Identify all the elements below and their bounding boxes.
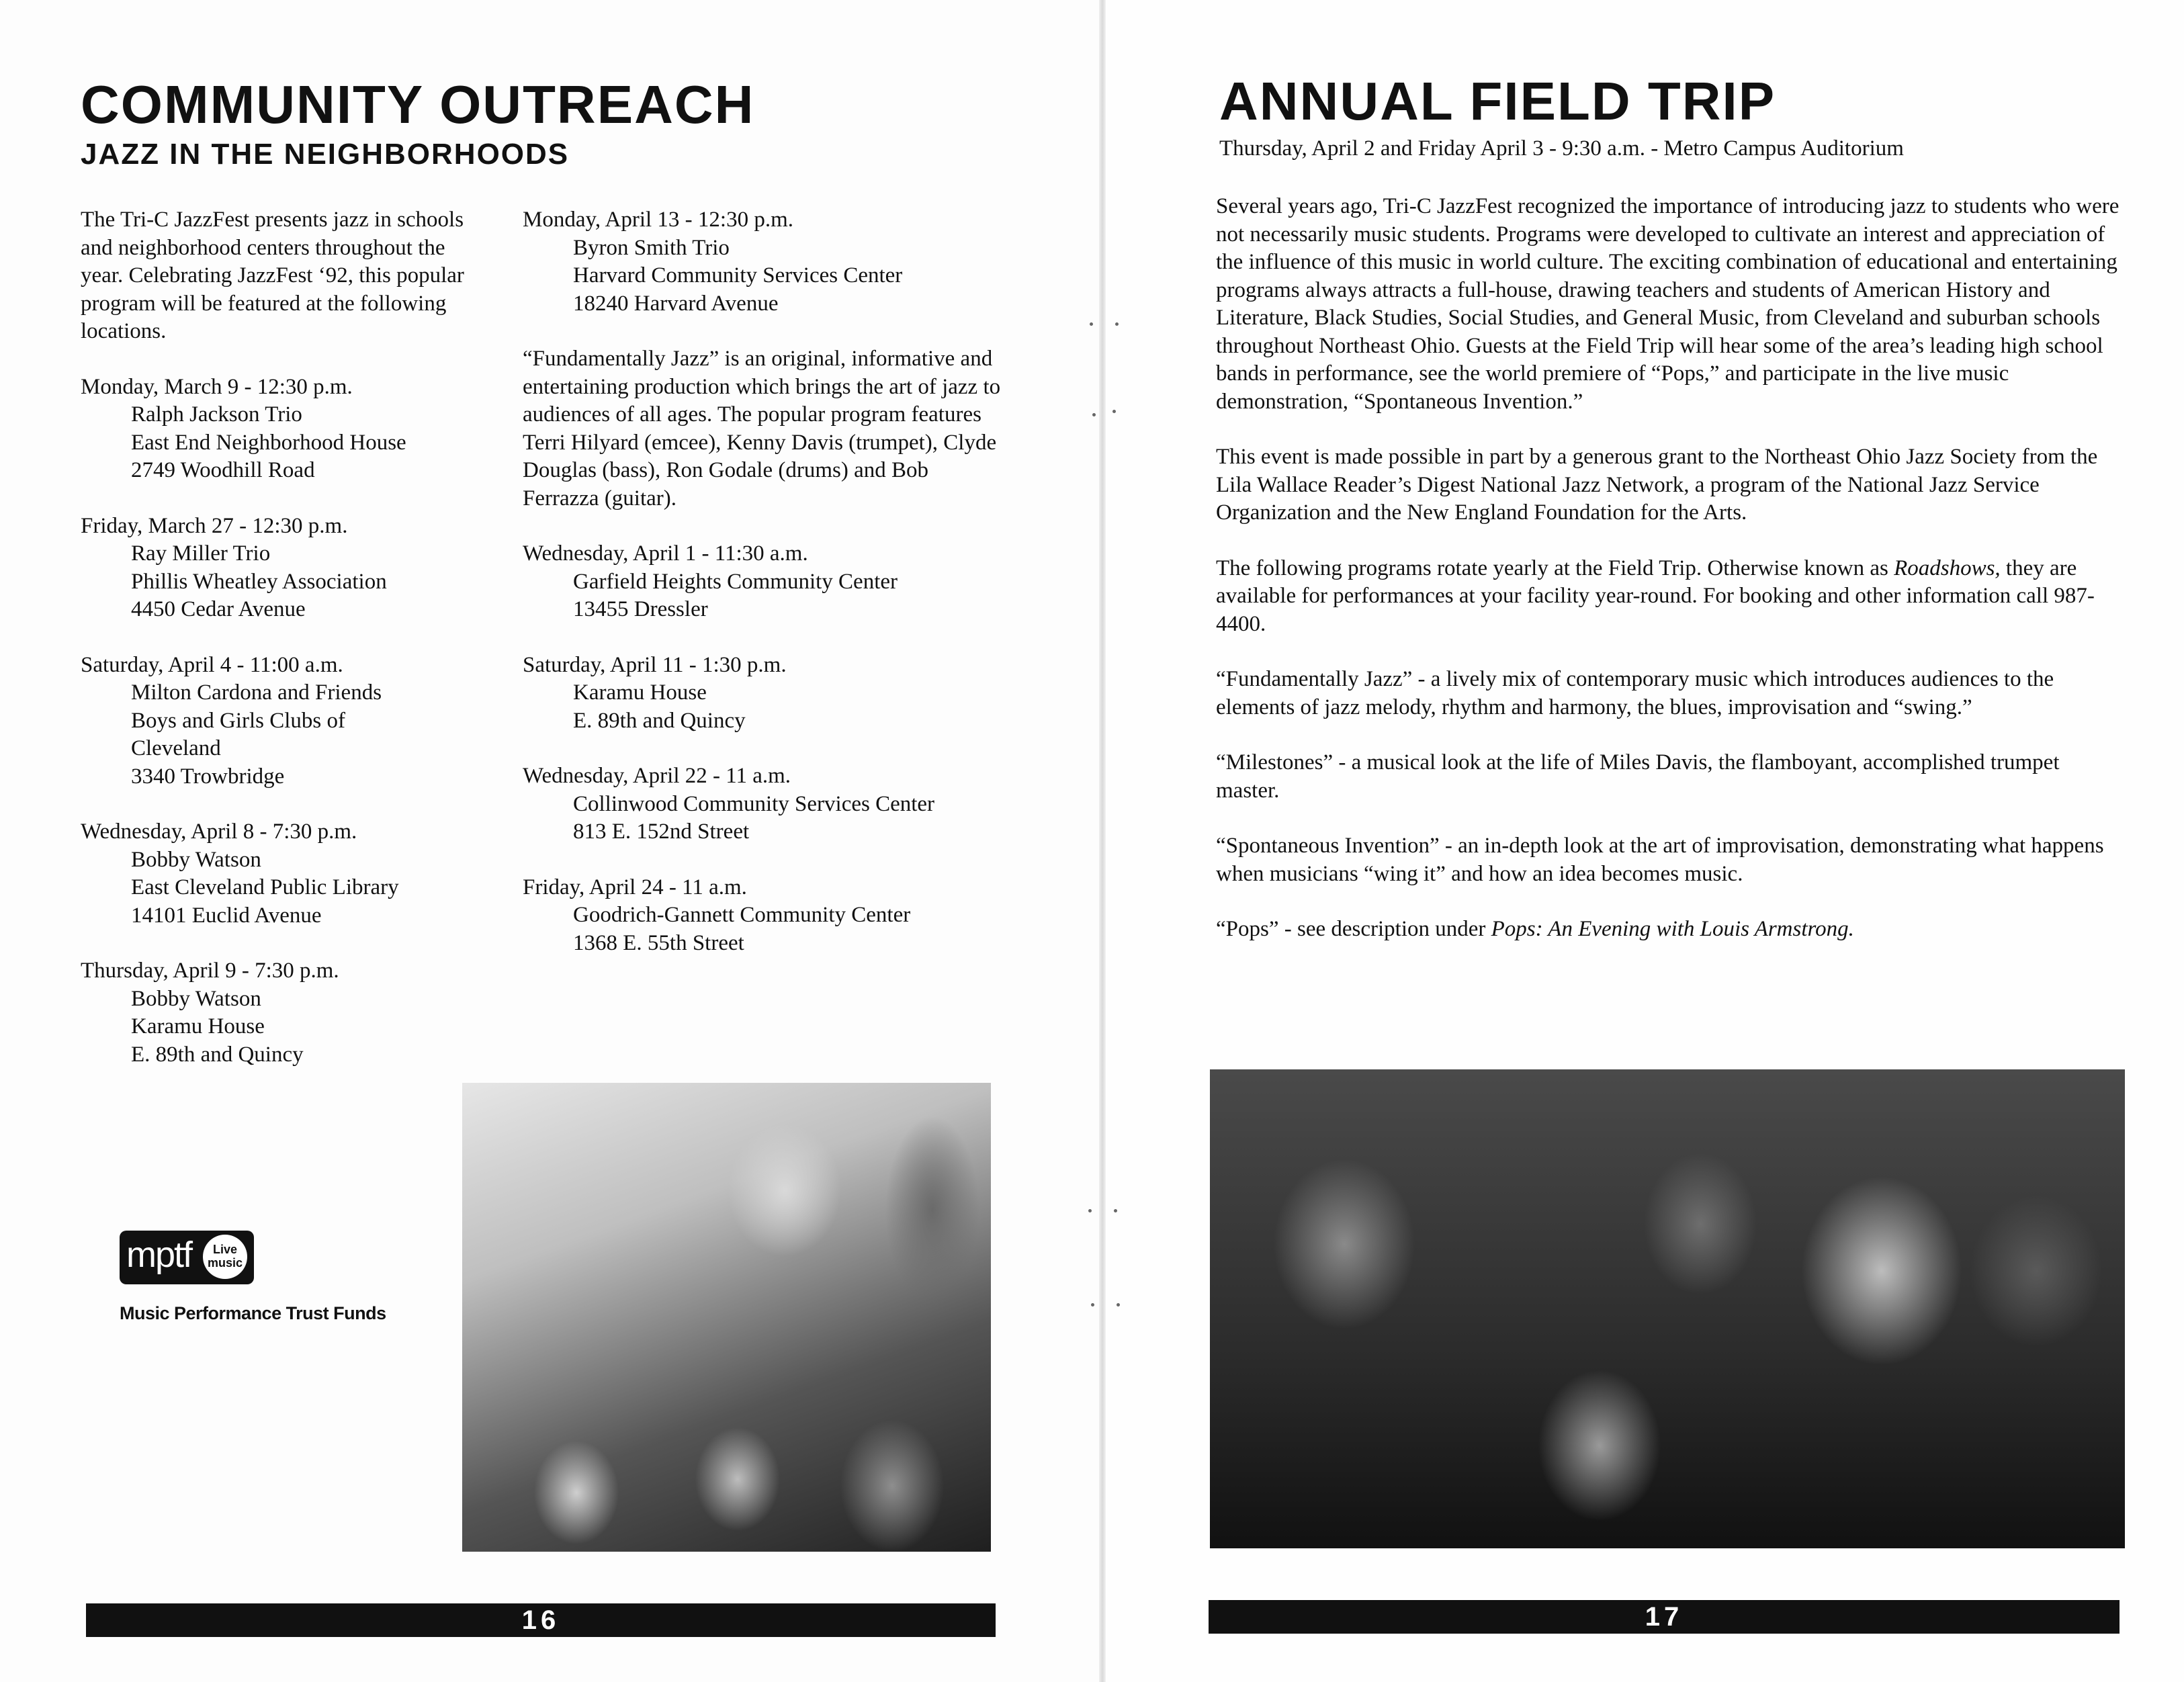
event-listing bbox=[523, 652, 1006, 736]
pops-text: “Pops” - see description under bbox=[1216, 917, 1491, 941]
page-subtitle: JAZZ IN THE NEIGHBORHOODS bbox=[81, 138, 570, 171]
event-date: Thursday, April 9 - 7:30 p.m. bbox=[81, 959, 339, 983]
event-date: Friday, April 24 - 11 a.m. bbox=[523, 875, 747, 899]
event-date: Saturday, April 4 - 11:00 a.m. bbox=[81, 652, 343, 677]
event-detail: Garfield Heights Community Center bbox=[573, 569, 898, 594]
event-date-line: Thursday, April 2 and Friday April 3 - 9:30 a.m. - Metro Campus Auditorium bbox=[1219, 136, 1904, 161]
event-listing bbox=[81, 652, 484, 791]
event-detail: Boys and Girls Clubs of bbox=[131, 708, 346, 733]
event-date: Wednesday, April 22 - 11 a.m. bbox=[523, 764, 791, 788]
page-title: COMMUNITY OUTREACH bbox=[81, 75, 755, 134]
event-listing bbox=[81, 957, 484, 1069]
program-spontaneous-invention: “Spontaneous Invention” - an in-depth look at the art of improvisation, demonstrating what happens when musicians “wing it” and how an idea becomes music. bbox=[1216, 834, 2104, 886]
event-listing bbox=[81, 373, 484, 485]
event-date: Wednesday, April 8 - 7:30 p.m. bbox=[81, 820, 357, 844]
event-detail: Goodrich-Gannett Community Center bbox=[573, 903, 911, 927]
event-listing bbox=[523, 206, 1006, 318]
grant-paragraph: This event is made possible in part by a generous grant to the Northeast Ohio Jazz Society from the Lila Wallace Reader’s Digest National Jazz Network, a program of the National Jazz Service Organization and the New England Foundation for the Arts. bbox=[1216, 445, 2098, 525]
logo-caption: Music Performance Trust Funds bbox=[120, 1303, 386, 1323]
event-detail: 13455 Dressler bbox=[573, 597, 708, 621]
event-list bbox=[523, 540, 1006, 957]
event-detail: E. 89th and Quincy bbox=[573, 708, 746, 733]
event-listing bbox=[523, 762, 1006, 846]
event-detail: 4450 Cedar Avenue bbox=[131, 597, 306, 621]
event-detail: 14101 Euclid Avenue bbox=[131, 903, 322, 928]
roadshows-text-end: they are available for performances at your facility year-round. For booking and other information call 987-4400. bbox=[1216, 556, 2095, 636]
event-detail: Cleveland bbox=[131, 736, 221, 760]
event-listing bbox=[523, 874, 1006, 958]
event-detail: Milton Cardona and Friends bbox=[131, 680, 382, 705]
event-list bbox=[81, 373, 484, 1069]
event-detail: Karamu House bbox=[131, 1014, 265, 1038]
pops-italic: Pops: An Evening with Louis Armstrong. bbox=[1491, 917, 1854, 941]
event-detail: E. 89th and Quincy bbox=[131, 1042, 304, 1067]
event-date: Saturday, April 11 - 1:30 p.m. bbox=[523, 652, 787, 677]
event-detail: Harvard Community Services Center bbox=[573, 263, 903, 287]
page-number: 17 bbox=[1209, 1600, 2120, 1634]
page-number: 16 bbox=[86, 1603, 996, 1637]
event-detail: 2749 Woodhill Road bbox=[131, 458, 315, 482]
event-detail: Karamu House bbox=[573, 680, 707, 705]
field-trip-text bbox=[1216, 193, 2120, 971]
roadshows-paragraph bbox=[1216, 555, 2120, 639]
event-detail: East Cleveland Public Library bbox=[131, 875, 399, 899]
event-detail: Collinwood Community Services Center bbox=[573, 791, 935, 816]
intro-paragraph: Several years ago, Tri-C JazzFest recognized the importance of introducing jazz to students who were not necessarily music students. Programs were developed to cultivate an interest and appreciation of the influence of this music in world culture. The exciting combination of educational and entertaining programs always attracts a full-house, drawing teachers and students of American History and Literature, Black Studies, Social Studies, and General Music, from Cleveland and suburban schools throughout Northeast Ohio. Guests at the Field Trip will hear some of the area’s leading high school bands in performance, see the world premiere of “Pops,” and participate in the live music demonstration, “Spontaneous Invention.” bbox=[1216, 194, 2120, 414]
event-detail: 1368 E. 55th Street bbox=[573, 930, 744, 955]
event-detail: Bobby Watson bbox=[131, 986, 261, 1011]
book-gutter bbox=[1099, 0, 1106, 1682]
program-fundamentally-jazz: “Fundamentally Jazz” - a lively mix of contemporary music which introduces audiences to the elements of jazz melody, rhythm and harmony, the blues, improvisation and “swing.” bbox=[1216, 667, 2054, 719]
musicians-with-children-photo bbox=[462, 1083, 991, 1552]
event-detail: East End Neighborhood House bbox=[131, 430, 406, 455]
event-detail: Ray Miller Trio bbox=[131, 541, 271, 566]
mptf-logo bbox=[120, 1231, 254, 1284]
event-date: Wednesday, April 1 - 11:30 a.m. bbox=[523, 541, 808, 566]
event-detail: 18240 Harvard Avenue bbox=[573, 291, 779, 316]
event-detail: Byron Smith Trio bbox=[573, 235, 730, 260]
event-listing bbox=[81, 513, 484, 624]
page-title: ANNUAL FIELD TRIP bbox=[1219, 71, 1776, 131]
roadshows-text: The following programs rotate yearly at the Field Trip. Otherwise known as bbox=[1216, 556, 1894, 580]
event-listing bbox=[81, 818, 484, 930]
live-music-badge: Live music bbox=[203, 1235, 247, 1279]
event-list bbox=[523, 206, 1006, 318]
right-column bbox=[523, 206, 1006, 985]
event-date: Friday, March 27 - 12:30 p.m. bbox=[81, 513, 348, 538]
event-detail: Ralph Jackson Trio bbox=[131, 402, 302, 427]
event-detail: Phillis Wheatley Association bbox=[131, 569, 387, 594]
program-milestones: “Milestones” - a musical look at the life of Miles Davis, the flamboyant, accomplished trumpet master. bbox=[1216, 750, 2060, 803]
left-column bbox=[81, 206, 484, 1096]
audience-clapping-photo bbox=[1210, 1069, 2125, 1548]
program-pops bbox=[1216, 916, 2120, 944]
event-date: Monday, April 13 - 12:30 p.m. bbox=[523, 208, 794, 232]
event-listing bbox=[523, 540, 1006, 624]
fundamentally-jazz-paragraph: “Fundamentally Jazz” is an original, informative and entertaining production which brings the art of jazz to audiences of all ages. The popular program features Terri Hilyard (emcee), Kenny Davis (trumpet), Clyde Douglas (bass), Ron Godale (drums) and Bob Ferrazza (guitar). bbox=[523, 347, 1001, 511]
event-detail: 3340 Trowbridge bbox=[131, 764, 285, 789]
roadshows-italic: Roadshows, bbox=[1894, 556, 2001, 580]
event-detail: 813 E. 152nd Street bbox=[573, 820, 750, 844]
event-date: Monday, March 9 - 12:30 p.m. bbox=[81, 374, 353, 399]
event-detail: Bobby Watson bbox=[131, 847, 261, 872]
intro-paragraph: The Tri-C JazzFest presents jazz in schools and neighborhood centers throughout the year. Celebrating JazzFest ‘92, this popular program will be featured at the following locations. bbox=[81, 208, 464, 343]
logo-mark: mptf bbox=[126, 1235, 192, 1275]
